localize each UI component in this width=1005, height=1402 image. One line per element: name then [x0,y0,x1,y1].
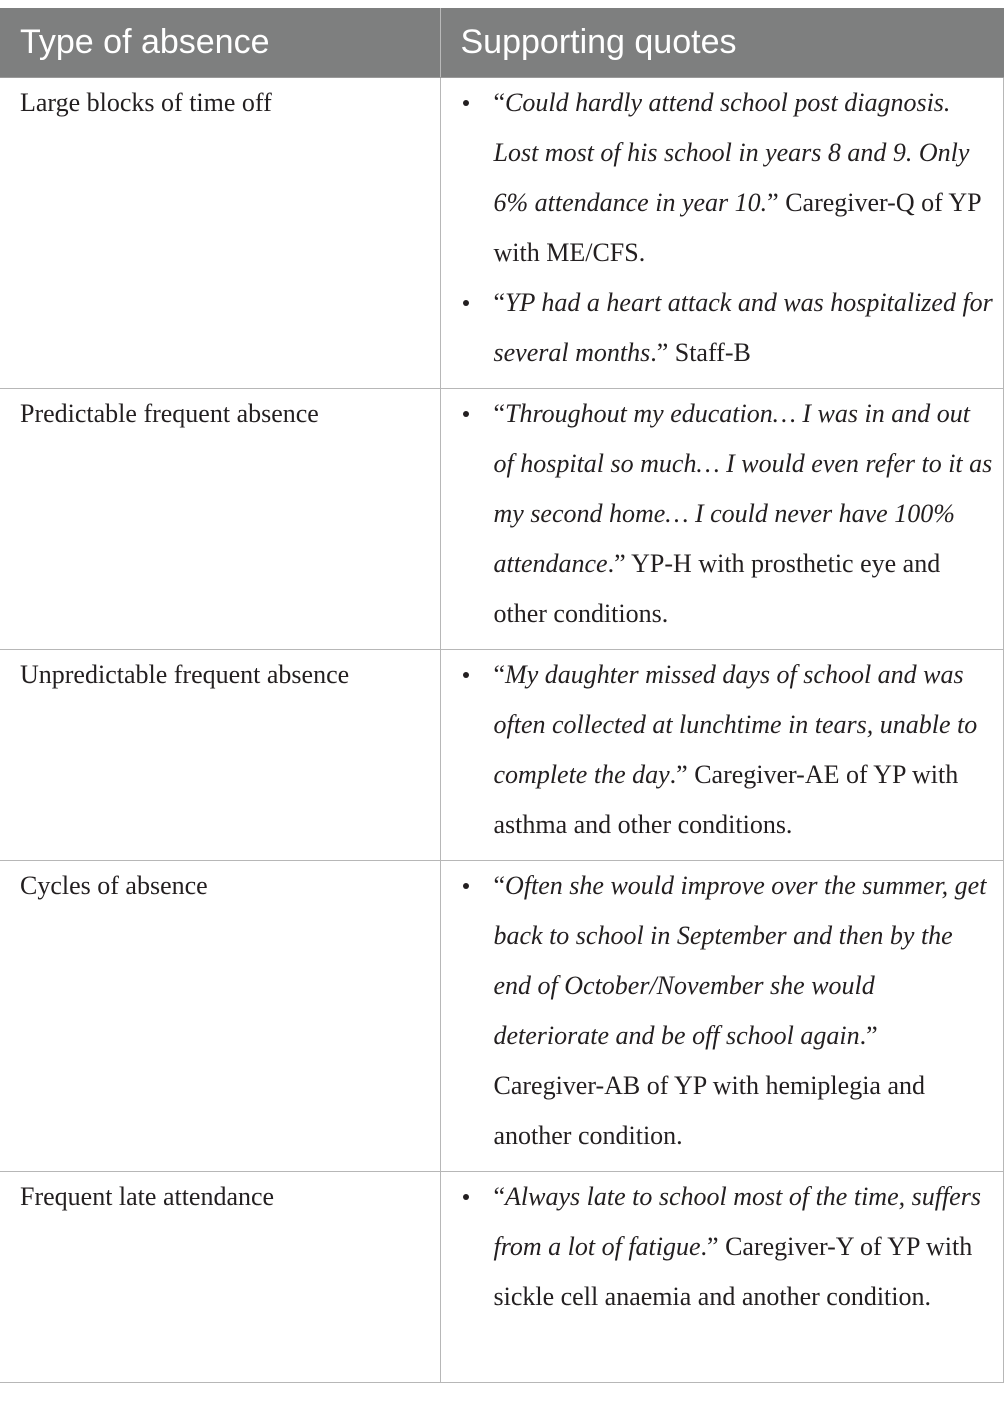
quote-item [441,389,994,639]
quote-attribution: YP-H with prosthetic eye and other conditions. [493,548,941,628]
table-header-row [0,8,1004,77]
quote-attribution: Staff-B [668,337,751,367]
absence-type-cell [0,1171,440,1382]
absence-type-label: Large blocks of time off [20,87,272,117]
quote-text: Often she would improve over the summer, get back to school in September and then by the end of October/November she would deteriorate and be off school again [493,870,987,1050]
absence-type-label: Frequent late attendance [20,1181,275,1211]
quotes-cell [440,388,1004,649]
absence-type-label: Cycles of absence [20,870,208,900]
quote-item [441,861,994,1161]
quote-close-mark: ” [767,187,779,217]
quote-attribution: Caregiver-Q of YP with ME/CFS. [493,187,981,267]
quote-text: YP had a heart attack and was hospitalized for several months [493,287,993,367]
quote-close-mark: .” [700,1231,719,1261]
quote-close-mark: .” [669,759,688,789]
quote-text: My daughter missed days of school and was often collected at lunchtime in tears, unable to complete the day [493,659,978,789]
absence-table [0,8,1004,1383]
quotes-cell [440,77,1004,388]
quote-item [441,650,994,850]
quote-open-mark: “ [493,87,506,117]
quote-attribution: Caregiver-AB of YP with hemiplegia and another condition. [493,1070,926,1150]
quote-open-mark: “ [493,287,506,317]
table-row [0,388,1004,649]
quote-list [441,650,994,850]
quote-item [441,278,994,378]
quote-list [441,1172,994,1322]
quote-text: Could hardly attend school post diagnosis. Lost most of his school in years 8 and 9. Only 6% attendance in year 10. [493,87,970,217]
column-header-type: Type of absence [0,8,440,77]
quote-open-mark: “ [493,398,506,428]
absence-type-label: Predictable frequent absence [20,398,319,428]
quote-text: Throughout my education… I was in and out of hospital so much… I would even refer to it as my second home… I could never have 100% attendance [493,398,993,578]
absence-type-cell [0,77,440,388]
quotes-cell [440,1171,1004,1382]
quote-close-mark: .” [650,337,669,367]
quote-text: Always late to school most of the time, suffers from a lot of fatigue [493,1181,981,1261]
quote-open-mark: “ [493,1181,506,1211]
quote-attribution: Caregiver-AE of YP with asthma and other conditions. [493,759,959,839]
quotes-cell [440,860,1004,1171]
table-row [0,77,1004,388]
quote-close-mark: .” [607,548,626,578]
absence-type-cell [0,388,440,649]
quotes-cell [440,649,1004,860]
absence-type-cell [0,649,440,860]
quote-list [441,389,994,639]
table-row [0,649,1004,860]
quote-open-mark: “ [493,659,506,689]
quote-list [441,78,994,378]
quote-open-mark: “ [493,870,506,900]
quote-item [441,1172,994,1322]
absence-type-cell [0,860,440,1171]
quote-attribution: Caregiver-Y of YP with sickle cell anaemia and another condition. [493,1231,973,1311]
quote-item [441,78,994,278]
column-header-quotes: Supporting quotes [440,8,1004,77]
table-row [0,1171,1004,1382]
table-row [0,860,1004,1171]
absence-type-label: Unpredictable frequent absence [20,659,350,689]
quote-list [441,861,994,1161]
quote-close-mark: .” [859,1020,878,1050]
